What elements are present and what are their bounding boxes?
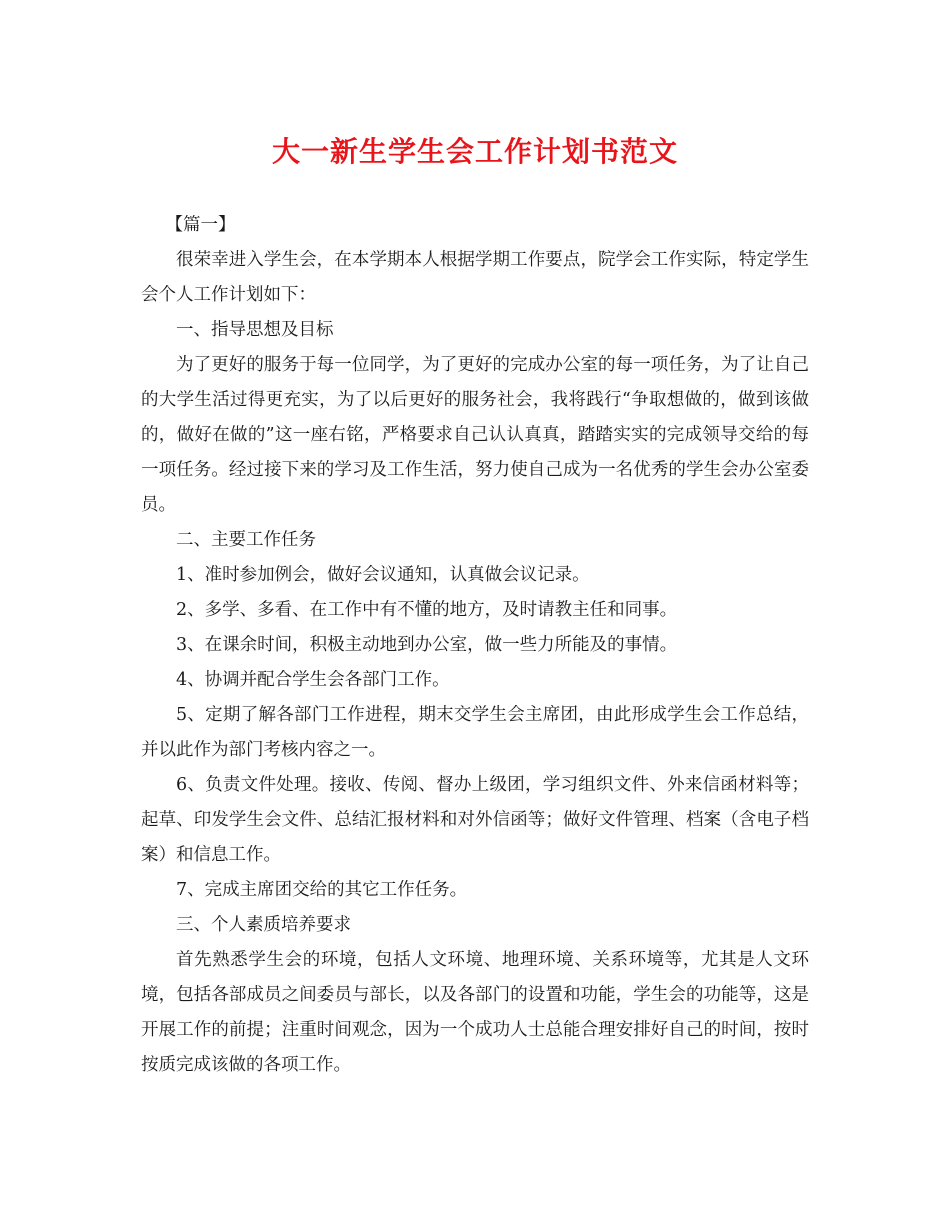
- guiding-ideas-paragraph: 为了更好的服务于每一位同学，为了更好的完成办公室的每一项任务，为了让自己的大学生活过得更充实，为了以后更好的服务社会，我将践行“争取想做的，做到该做的，做好在做的”这一座右铭，严格要求自己认认真真，踏踏实实的完成领导交给的每一项任务。经过接下来的学习及工作生活，努力使自己成为一名优秀的学生会办公室委员。: [141, 355, 809, 515]
- intro-paragraph: 很荣幸进入学生会，在本学期本人根据学期工作要点，院学会工作实际，特定学生会个人工作计划如下：: [141, 250, 809, 305]
- task-item-1: 1、准时参加例会，做好会议通知，认真做会议记录。: [176, 565, 590, 585]
- task-item-2: 2、多学、多看、在工作中有不懂的地方，及时请教主任和同事。: [176, 600, 678, 620]
- task-item-3: 3、在课余时间，积极主动地到办公室，做一些力所能及的事情。: [176, 635, 678, 655]
- task-item-7: 7、完成主席团交给的其它工作任务。: [176, 880, 468, 900]
- document-title: 大一新生学生会工作计划书范文: [271, 135, 678, 168]
- task-item-4: 4、协调并配合学生会各部门工作。: [176, 670, 450, 690]
- section-heading-personal-quality: 三、个人素质培养要求: [176, 915, 351, 935]
- section-heading-guiding-ideas: 一、指导思想及目标: [176, 320, 334, 340]
- task-item-6: 6、负责文件处理。接收、传阅、督办上级团，学习组织文件、外来信函材料等；起草、印发学生会文件、总结汇报材料和对外信函等；做好文件管理、档案（含电子档案）和信息工作。: [141, 775, 809, 865]
- section-heading-main-tasks: 二、主要工作任务: [176, 530, 316, 550]
- document-body: [141, 208, 809, 1083]
- personal-quality-paragraph: 首先熟悉学生会的环境，包括人文环境、地理环境、关系环境等，尤其是人文环境，包括各部成员之间委员与部长，以及各部门的设置和功能，学生会的功能等，这是开展工作的前提；注重时间观念，因为一个成功人士总能合理安排好自己的时间，按时按质完成该做的各项工作。: [141, 950, 809, 1075]
- section-heading-part-one: 【篇一】: [165, 215, 236, 235]
- task-item-5: 5、定期了解各部门工作进程，期末交学生会主席团，由此形成学生会工作总结，并以此作为部门考核内容之一。: [141, 705, 809, 760]
